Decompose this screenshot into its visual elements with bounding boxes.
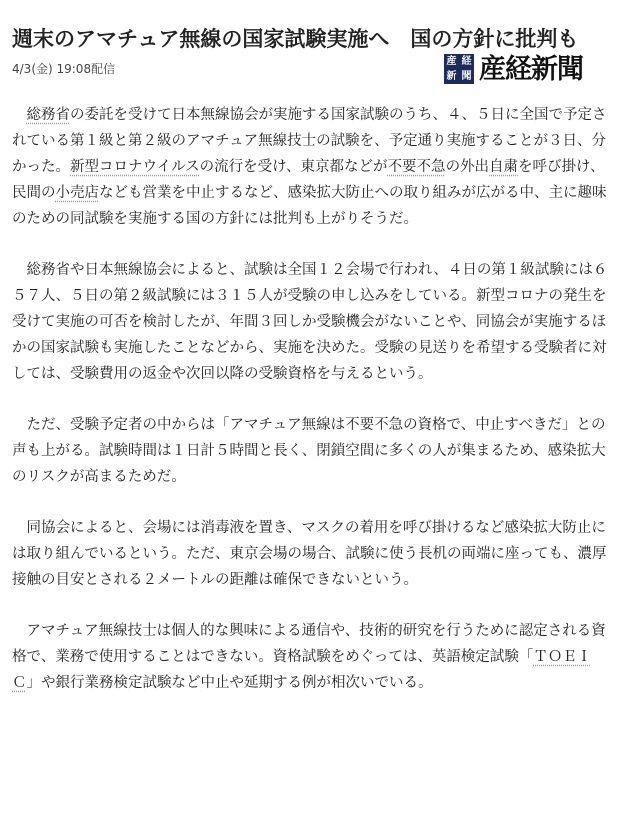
publish-datetime: 4/3(金) 19:08配信 (12, 62, 116, 76)
keyword-link[interactable]: 小売店 (55, 185, 99, 201)
paragraph-text: ただ、受験予定者の中からは「アマチュア無線は不要不急の資格で、中止すべきだ」との声も上がる。試験時間は１日計５時間と長く、閉鎖空間に多くの人が集まるため、感染拡大のリスクが高まるためだ。 (12, 417, 606, 485)
paragraph-text: アマチュア無線技士は個人的な興味による通信や、技術的研究を行うために認定される資格で、業務で使用することはできない。資格試験をめぐっては、英語検定試験「 (12, 623, 606, 665)
paragraph-text: の委託を受けて日本無線協会が実施する国家試験のうち、４、５日に全国で予定されている第１級と第２級のアマチュア無線技士の試験を、予定通り実施することが３日、分かった。 (12, 107, 607, 175)
article-title: 週末のアマチュア無線の国家試験実施へ 国の方針に批判も (12, 27, 579, 52)
article-paragraph (12, 618, 608, 696)
paragraph-text: 総務省や日本無線協会によると、試験は全国１２会場で行われ、４日の第１級試験には６５７人、５日の第２級試験には３１５人が受験の申し込みをしている。新型コロナの発生を受けて実施の可否を検討したが、年間３回しか受験機会がないことや、同協会が実施するほかの国家試験も実施したことなどから、実施を決めた。受験の見送りを希望する受験者に対しては、受験費用の返金や次回以降の受験資格を与えるという。 (12, 262, 608, 382)
publisher-logo[interactable] (444, 52, 583, 86)
keyword-link[interactable]: 総務省 (26, 107, 70, 123)
article-body (12, 102, 608, 721)
paragraph-text: の外出 (445, 159, 490, 175)
publisher-seal-icon: 産 経 新 聞 (444, 54, 474, 84)
keyword-link[interactable]: 自粛 (489, 159, 519, 175)
paragraph-text: 」や銀行業務検定試験など中止や延期する例が相次いでいる。 (26, 675, 433, 691)
publisher-name: 産経新聞 (479, 53, 583, 85)
paragraph-text: の流行を受け、東京都などが (199, 159, 388, 175)
keyword-link[interactable]: ＴＯＥＩＣ (12, 649, 592, 691)
article-paragraph (12, 257, 608, 387)
keyword-link[interactable]: 新型コロナウイルス (70, 159, 200, 175)
paragraph-text: を呼び掛け、民間の (12, 159, 605, 201)
paragraph-text: なども営業を中止するなど、感染拡大防止への取り組みが広がる中、主に趣味のための同試験を実施する国の方針には批判も上がりそうだ。 (12, 185, 607, 227)
paragraph-text: 同協会によると、会場には消毒液を置き、マスクの着用を呼び掛けるなど感染拡大防止には取り組んでいるという。ただ、東京会場の場合、試験に使う長机の両端に座っても、濃厚接触の目安とされる２メートルの距離は確保できないという。 (12, 520, 607, 588)
article-paragraph (12, 412, 608, 490)
keyword-link[interactable]: 不要不急 (387, 159, 446, 175)
article-paragraph (12, 102, 608, 232)
article-paragraph (12, 515, 608, 593)
